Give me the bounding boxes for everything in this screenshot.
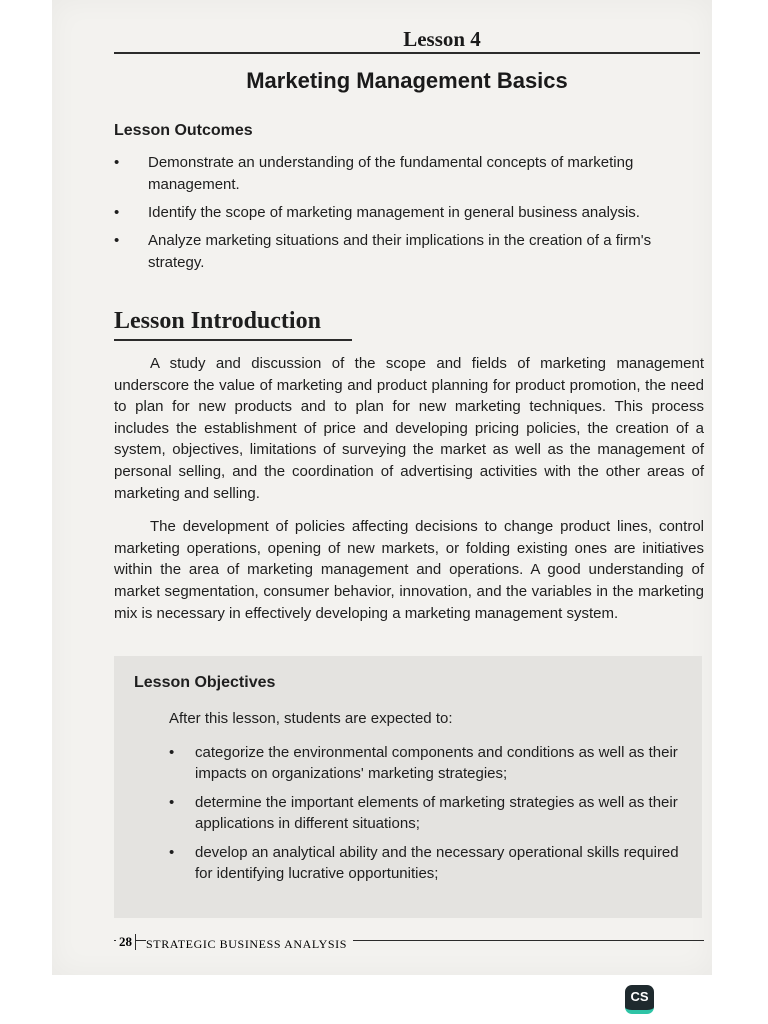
- lesson-header: [114, 25, 700, 94]
- bullet-icon: •: [169, 844, 175, 861]
- outcomes-list: [114, 152, 704, 274]
- list-item: [114, 202, 704, 224]
- camscanner-logo-icon: CS: [625, 985, 654, 1014]
- list-item: [114, 230, 704, 274]
- outcome-text: Identify the scope of marketing management in general business analysis.: [148, 204, 640, 221]
- objectives-intro: After this lesson, students are expected to:: [169, 710, 453, 727]
- list-item: [169, 742, 679, 784]
- list-item: [114, 152, 704, 196]
- list-item: [169, 792, 679, 834]
- introduction-paragraph: A study and discussion of the scope and fields of marketing management underscore the value of marketing and product planning for product promotion, the need to plan for new products and to plan for new marketing techniques. This process includes the establishment of price and developing pricing policies, the creation of a system, objectives, limitations of surveying the market as well as the management of personal selling, and the coordination of advertising activities with the other areas of marketing and selling.: [114, 355, 704, 502]
- footer-book-title: STRATEGIC BUSINESS ANALYSIS: [146, 937, 353, 952]
- objectives-list: [169, 742, 679, 892]
- bullet-icon: •: [114, 154, 120, 171]
- lesson-title: Marketing Management Basics: [246, 68, 568, 93]
- objective-text: determine the important elements of marketing strategies as well as their applications in different situations;: [195, 794, 678, 832]
- page-number: 28: [116, 934, 136, 950]
- lesson-number: Lesson 4: [403, 27, 481, 51]
- bullet-icon: •: [169, 744, 175, 761]
- objective-text: develop an analytical ability and the necessary operational skills required for identifying lucrative opportunities;: [195, 844, 679, 882]
- outcome-text: Demonstrate an understanding of the fundamental concepts of marketing management.: [148, 154, 634, 193]
- bullet-icon: •: [114, 232, 120, 249]
- introduction-paragraph: The development of policies affecting decisions to change product lines, control marketing operations, opening of new markets, or folding existing ones are initiatives within the area of marketing management and operations. A good understanding of market segmentation, consumer behavior, innovation, and the variables in the marketing mix is necessary in effectively developing a marketing management system.: [114, 518, 704, 622]
- outcomes-heading: Lesson Outcomes: [114, 122, 253, 139]
- outcome-text: Analyze marketing situations and their implications in the creation of a firm's strategy.: [148, 232, 652, 271]
- main-content: [114, 118, 704, 624]
- bullet-icon: •: [114, 204, 120, 221]
- introduction-heading: Lesson Introduction: [114, 308, 352, 341]
- objective-text: categorize the environmental components and conditions as well as their impacts on organizations' marketing strategies;: [195, 744, 678, 782]
- objectives-box: [114, 656, 702, 918]
- objectives-heading: Lesson Objectives: [134, 674, 276, 691]
- bullet-icon: •: [169, 794, 175, 811]
- list-item: [169, 842, 679, 884]
